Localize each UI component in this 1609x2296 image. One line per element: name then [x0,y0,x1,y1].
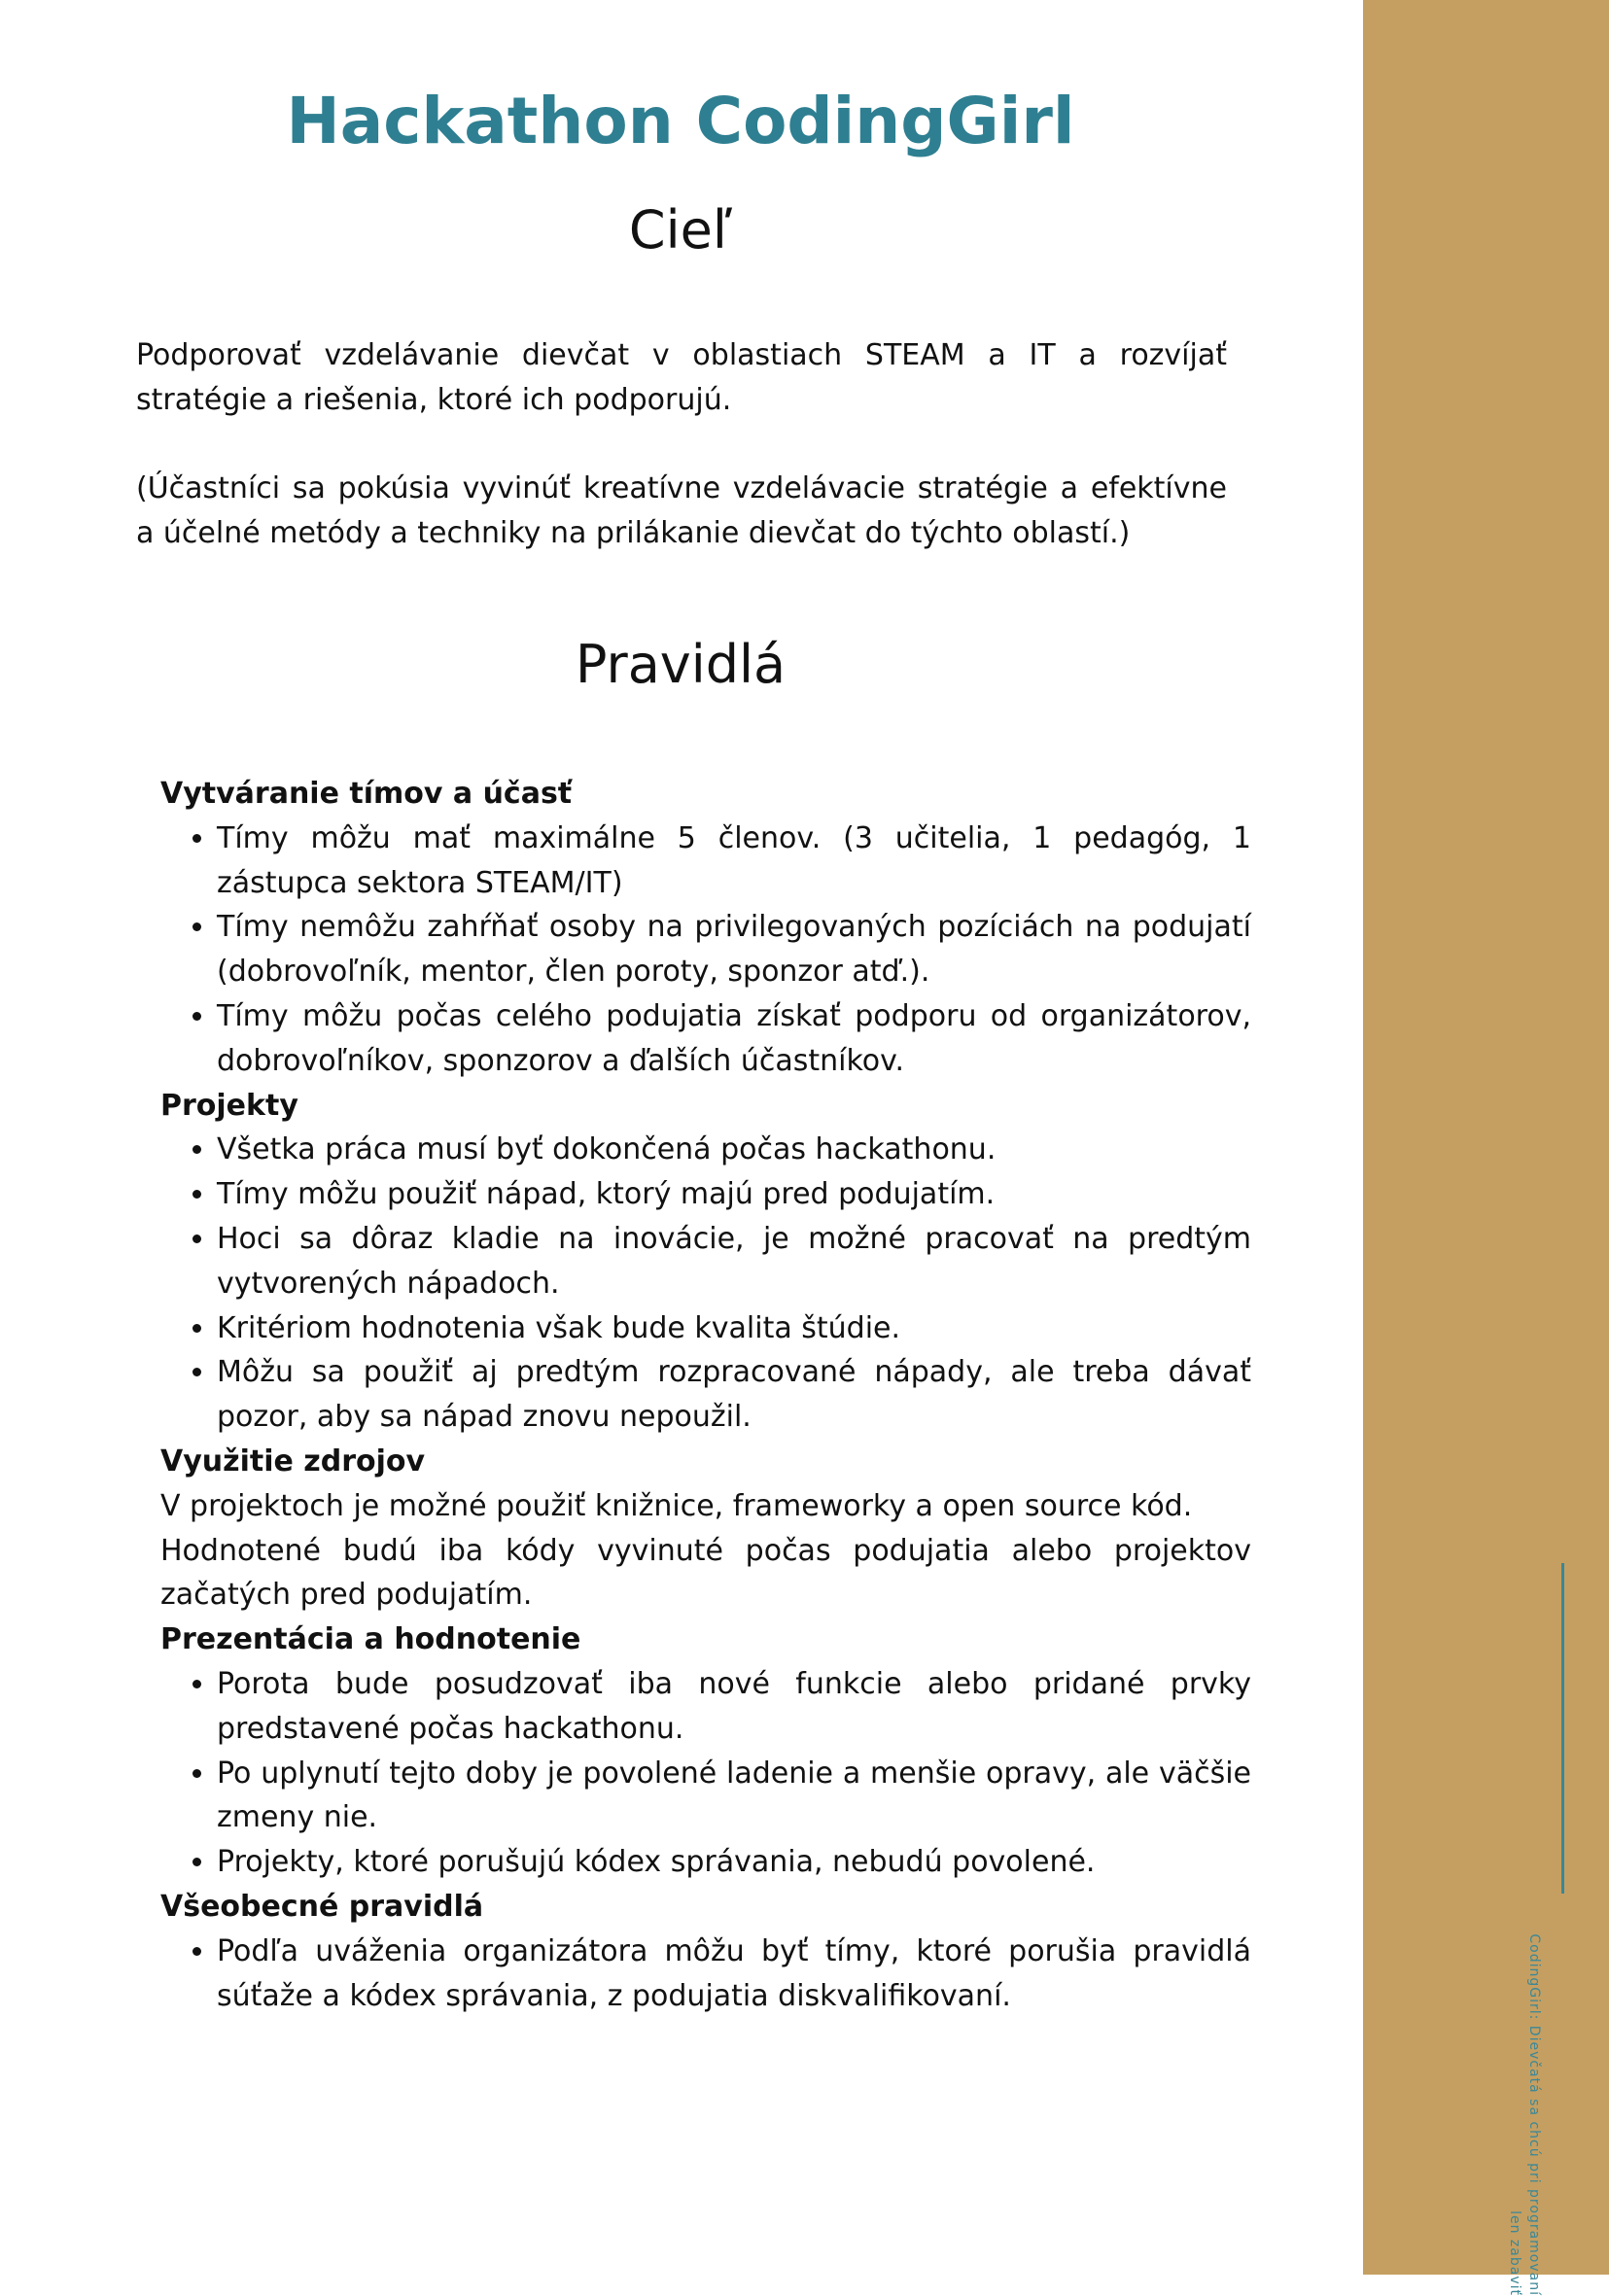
goal-note-paragraph: (Účastníci sa pokúsia vyvinúť kreatívne vzdelávacie stratégie a efektívne a účelné metódy a techniky na prilákanie dievčat do týchto oblastí.) [136,471,1227,550]
section-title-general: Všeobecné pravidlá [160,1889,484,1924]
list-item: • Kritériom hodnotenia však bude kvalita štúdie. [217,1306,1251,1351]
sidebar-vertical-text: CodingGirl: Dievčatá sa chcú pri programovaní len zabaviť [1507,1933,1542,2296]
list-item: • Hoci sa dôraz kladie na inovácie, je možné pracovať na predtým vytvorených nápadoch. [217,1217,1251,1306]
section-title-projects: Projekty [160,1088,298,1123]
presentation-list [160,1662,1251,1885]
rules-section [160,772,1251,2018]
projects-list [160,1128,1251,1440]
section-title-presentation: Prezentácia a hodnotenie [160,1622,581,1657]
goal-paragraph: Podporovať vzdelávanie dievčat v oblastiach STEAM a IT a rozvíjať stratégie a riešenia, ktoré ich podporujú. [136,338,1227,417]
list-item: • Po uplynutí tejto doby je povolené ladenie a menšie opravy, ale väčšie zmeny nie. [217,1752,1251,1841]
decorative-sidebar [1363,0,1609,2275]
list-item: • Podľa uváženia organizátora môžu byť tímy, ktoré porušia pravidlá súťaže a kódex správania, z podujatia diskvalifikovaní. [217,1930,1251,2019]
list-item: • Projekty, ktoré porušujú kódex správania, nebudú povolené. [217,1840,1251,1885]
teams-list [160,817,1251,1084]
list-item: • Môžu sa použiť aj predtým rozpracované nápady, ale treba dávať pozor, aby sa nápad znovu nepoužil. [217,1350,1251,1440]
list-item: • Tímy môžu mať maximálne 5 členov. (3 učitelia, 1 pedagóg, 1 zástupca sektora STEAM/IT) [217,817,1251,906]
resources-text-evaluation: Hodnotené budú iba kódy vyvinuté počas podujatia alebo projektov začatých pred podujatím. [160,1533,1251,1613]
sidebar-accent-line [1561,1563,1564,1894]
list-item: • Tímy nemôžu zahŕňať osoby na privilegovaných pozíciách na podujatí (dobrovoľník, mentor, člen poroty, sponzor atď.). [217,905,1251,994]
general-list [160,1930,1251,2019]
rules-heading: Pravidlá [575,634,787,695]
list-item: • Porota bude posudzovať iba nové funkcie alebo pridané prvky predstavené počas hackathonu. [217,1662,1251,1752]
section-title-resources: Využitie zdrojov [160,1444,426,1478]
list-item: • Tímy môžu použiť nápad, ktorý majú pred podujatím. [217,1172,1251,1217]
page-title: Hackathon CodingGirl [286,84,1075,158]
section-title-teams: Vytváranie tímov a účasť [160,777,573,811]
list-item: • Tímy môžu počas celého podujatia získať podporu od organizátorov, dobrovoľníkov, sponzorov a ďalších účastníkov. [217,994,1251,1084]
goal-heading: Cieľ [628,199,733,261]
resources-text: V projektoch je možné použiť knižnice, frameworky a open source kód. [160,1488,1193,1523]
list-item: • Všetka práca musí byť dokončená počas hackathonu. [217,1128,1251,1172]
